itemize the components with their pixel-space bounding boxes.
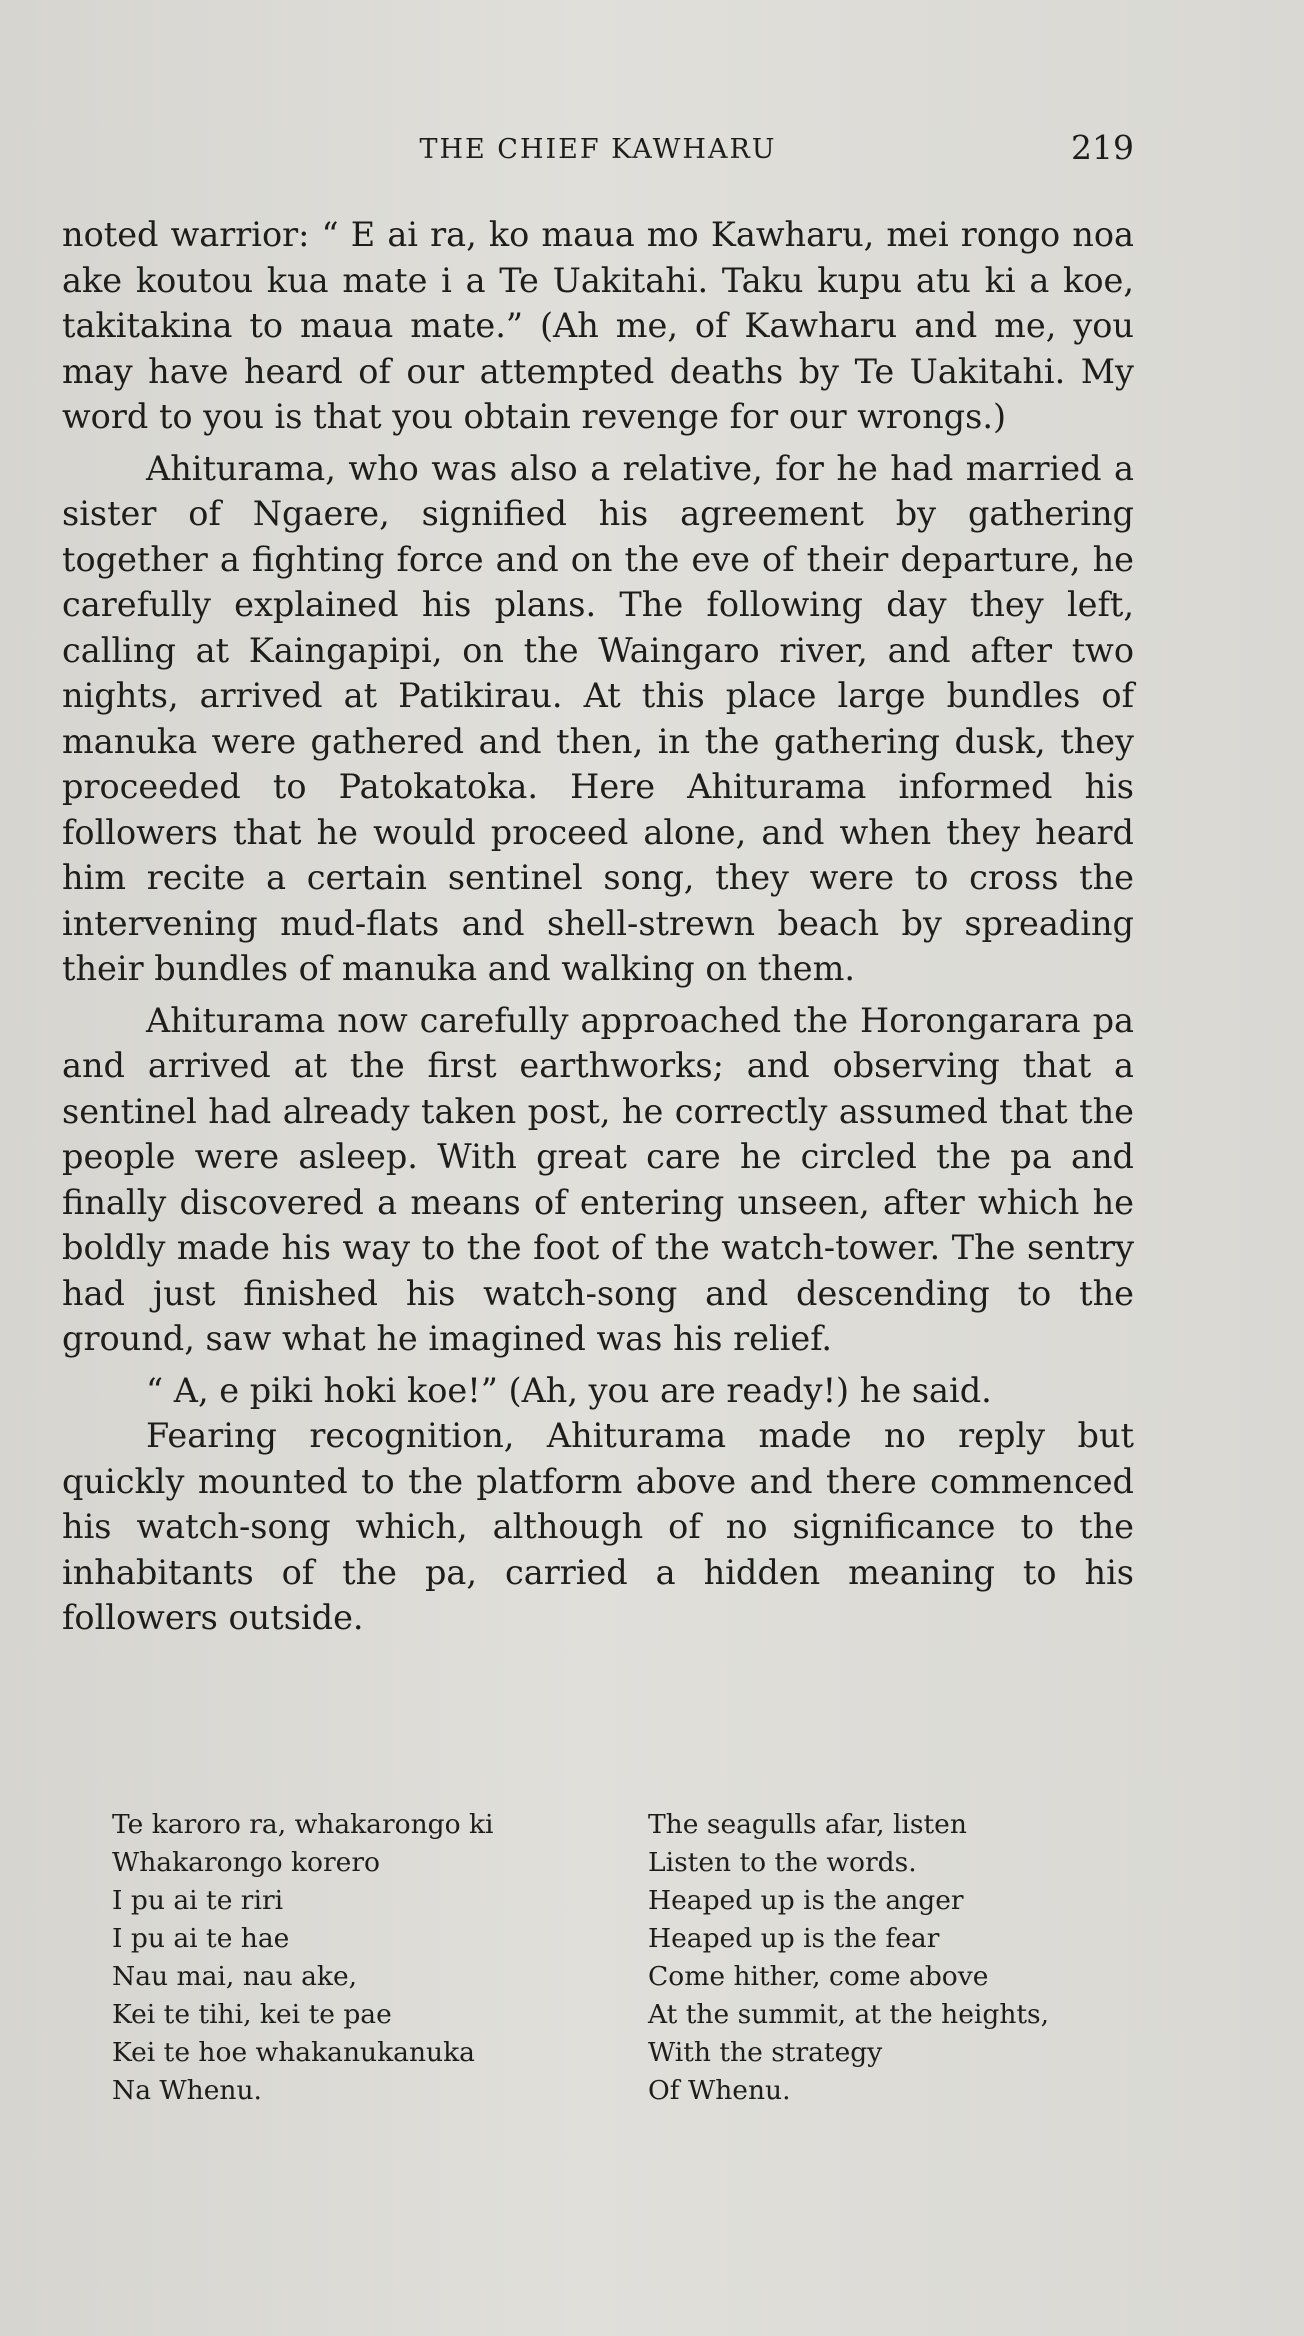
page-header [62, 128, 1134, 168]
verse-maori-line: Te karoro ra, whakarongo ki [112, 1809, 494, 1840]
verse-english [648, 1806, 1108, 2110]
watch-song [112, 1806, 1112, 2110]
paragraph-2: Ahiturama, who was also a relative, for he had married a sister of Ngaere, signified his agreement by gathering together a fighting force and on the eve of their departure, he carefully explained his plans. The following day they left, calling at Kaingapipi, on the Waingaro river, and after two nights, arrived at Patikirau. At this place large bundles of manuka were gathered and then, in the gathering dusk, they proceeded to Patokatoka. Here Ahiturama informed his followers that he would proceed alone, and when they heard him recite a certain sentinel song, they were to cross the intervening mud-flats and shell-strewn beach by spreading their bundles of manuka and walking on them. [62, 448, 1134, 988]
verse-english-line: The seagulls afar, listen [648, 1809, 967, 1840]
paragraph-5: Fearing recognition, Ahiturama made no reply but quickly mounted to the platform above and there commenced his watch-song which, although of no significance to the inhabitants of the pa, carried a hidden meaning to his followers outside. [62, 1416, 1134, 1637]
verse-maori-line: Kei te hoe whakanukanuka [112, 2037, 475, 2068]
verse-english-line: Listen to the words. [648, 1847, 917, 1878]
verse-maori-line: Whakarongo korero [112, 1847, 380, 1878]
verse-maori-line: I pu ai te riri [112, 1885, 284, 1916]
page-number: 219 [1071, 128, 1134, 167]
verse-maori-line: Nau mai, nau ake, [112, 1961, 358, 1992]
verse-maori-line: Na Whenu. [112, 2075, 262, 2106]
verse-maori-line: I pu ai te hae [112, 1923, 290, 1954]
body-text [62, 212, 1134, 1641]
verse-maori-line: Kei te tihi, kei te pae [112, 1999, 392, 2030]
running-head: THE CHIEF KAWHARU [419, 134, 777, 165]
verse-english-line: At the summit, at the heights, [648, 1999, 1050, 2030]
paragraph-1: noted warrior: “ E ai ra, ko maua mo Kawharu, mei rongo noa ake koutou kua mate i a Te Uakitahi. Taku kupu atu ki a koe, takitakina to maua mate.” (Ah me, of Kawharu and me, you may have heard of our attempted deaths by Te Uakitahi. My word to you is that you obtain revenge for our wrongs.) [62, 215, 1134, 436]
verse-english-line: With the strategy [648, 2037, 883, 2068]
verse-english-line: Heaped up is the anger [648, 1885, 964, 1916]
verse-english-line: Heaped up is the fear [648, 1923, 940, 1954]
paragraph-3: Ahiturama now carefully approached the Horongarara pa and arrived at the first earthworks; and observing that a sentinel had already taken post, he correctly assumed that the people were asleep. With great care he circled the pa and finally discovered a means of entering unseen, after which he boldly made his way to the foot of the watch-tower. The sentry had just finished his watch-song and descending to the ground, saw what he imagined was his relief. [62, 1000, 1134, 1358]
verse-maori [112, 1806, 648, 2110]
verse-english-line: Of Whenu. [648, 2075, 791, 2106]
paragraph-4: “ A, e piki hoki koe!” (Ah, you are ready!) he said. [146, 1370, 992, 1410]
verse-english-line: Come hither, come above [648, 1961, 989, 1992]
